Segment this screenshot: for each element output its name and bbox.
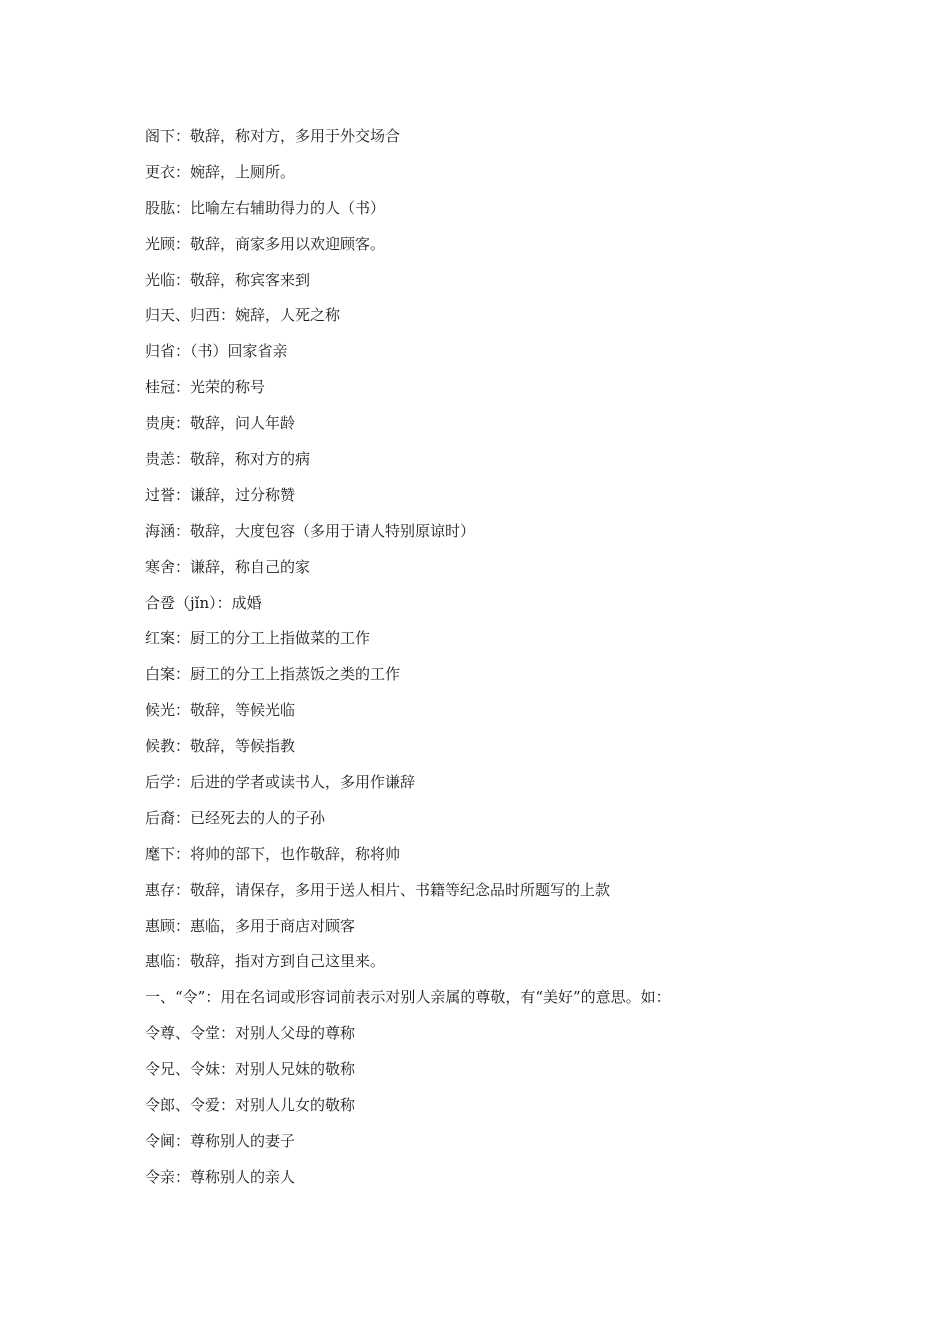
text-line: 归省：（书）回家省亲 — [145, 342, 288, 361]
text-line: 阁下：敬辞，称对方，多用于外交场合 — [145, 127, 401, 145]
text-line: 白案：厨工的分工上指蒸饭之类的工作 — [145, 665, 401, 684]
text-line: 麾下：将帅的部下，也作敬辞，称将帅 — [145, 844, 401, 863]
text-line: 后裔：已经死去的人的子孙 — [145, 808, 326, 827]
text-line: 贵恙：敬辞，称对方的病 — [145, 450, 311, 469]
text-line: 一、“令”：用在名词或形容词前表示对别人亲属的尊敬，有“美好”的意思。如： — [145, 988, 671, 1007]
text-line: 寒舍：谦辞，称自己的家 — [145, 557, 311, 576]
text-line: 过誉：谦辞，过分称赞 — [145, 485, 296, 504]
text-line: 桂冠：光荣的称号 — [145, 378, 266, 397]
text-line: 贵庚：敬辞，问人年龄 — [145, 414, 296, 433]
text-line: 后学：后进的学者或读书人，多用作谦辞 — [145, 773, 416, 792]
text-line: 令阃：尊称别人的妻子 — [145, 1131, 296, 1150]
text-line: 惠存：敬辞，请保存，多用于送人相片、书籍等纪念品时所题写的上款 — [145, 880, 611, 899]
text-line: 令兄、令妹：对别人兄妹的敬称 — [145, 1060, 356, 1079]
text-line: 更衣：婉辞，上厕所。 — [145, 162, 296, 181]
text-line: 光临：敬辞，称宾客来到 — [145, 270, 311, 289]
text-lines — [145, 124, 905, 1201]
text-line: 候光：敬辞，等候光临 — [145, 701, 296, 720]
text-line: 令尊、令堂：对别人父母的尊称 — [145, 1024, 356, 1043]
text-line: 候教：敬辞，等候指教 — [145, 737, 296, 756]
text-line: 红案：厨工的分工上指做菜的工作 — [145, 629, 371, 648]
text-line: 令亲：尊称别人的亲人 — [145, 1167, 296, 1186]
text-line: 令郎、令爱：对别人儿女的敬称 — [145, 1096, 356, 1115]
text-line: 合卺（jǐn）：成婚 — [145, 593, 262, 612]
text-line: 海涵：敬辞，大度包容（多用于请人特别原谅时） — [145, 521, 476, 540]
text-line: 惠顾：惠临，多用于商店对顾客 — [145, 916, 356, 935]
text-line: 光顾：敬辞，商家多用以欢迎顾客。 — [145, 234, 386, 253]
text-line: 惠临：敬辞，指对方到自己这里来。 — [145, 952, 386, 971]
text-line: 股肱：比喻左右辅助得力的人（书） — [145, 198, 386, 217]
text-line: 归天、归西：婉辞，人死之称 — [145, 306, 341, 325]
